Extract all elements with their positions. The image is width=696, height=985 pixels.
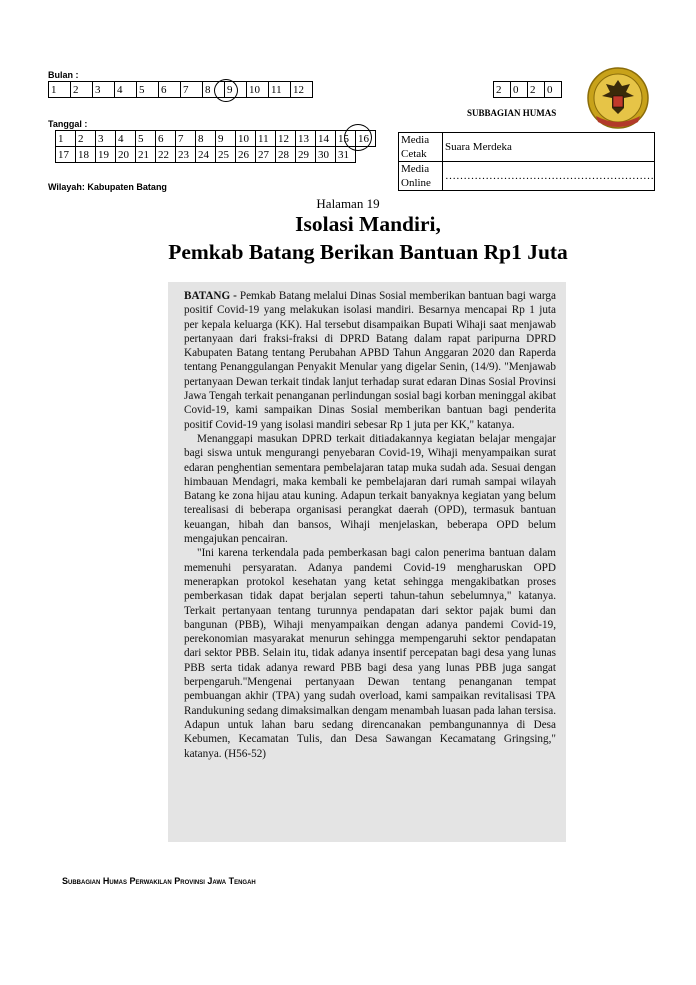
date-grid [55, 130, 376, 163]
article-dateline: BATANG - [184, 290, 237, 302]
date-cell: 12 [276, 131, 296, 147]
date-cell: 29 [296, 147, 316, 163]
date-cell: 11 [256, 131, 276, 147]
article-paragraph-3: "Ini karena terkendala pada pemberkasan bagi calon penerima bantuan dalam memenuhi persyaratan. Adanya pandemi Covid-19 mengharuskan OPD menerapkan protokol kesehatan yang ketat sehingga mengakibatkan proses pemberkasan tidak dapat berjalan seperti tahun-tahun sebelumnya," katanya. Terkait pertanyaan tentang turunnya pendapatan dari sektor pajak bumi dan bangunan (PBB), Wihaji menyampaikan dengan adanya pandemi Covid-19, perekonomian masyarakat menurun sehingga mempengaruhi sektor pendapatan dari sektor PBB. Selain itu, tidak adanya insentif percepatan bagi desa yang lunas PBB serta tidak adanya reward PBB bagi desa yang lunas PBB juga sangat berpengaruh."Mengenai pertanyaan Dewan tentang penanganan tempat pembuangan akhir (TPA) yang sudah overload, kami sampaikan revitalisasi TPA Randukuning sedang dimaksimalkan dengam menambah luasan pada lahan tersisa. Adapun untuk lahan baru sedang direncanakan pembangunannya di Desa Kebumen, Kecamatan Tulis, dan Desa Sawangan Kecamatang Gringsing," katanya. (H56-52) [184, 547, 556, 760]
page-label: Halaman 19 [316, 196, 380, 211]
year-digit-cell: 0 [511, 82, 528, 98]
date-cell: 20 [116, 147, 136, 163]
media-row-print [399, 133, 655, 162]
article-paragraph-2: Menanggapi masukan DPRD terkait ditiadakannya kegiatan belajar mengajar bagi siswa untuk mengurangi penyebaran Covid-19, Wihaji menyampaikan surat edaran penghentian sementara pembelajaran tatap muka sudah ada. Sesuai dengan himbauan Mendagri, maka kembali ke pembelajaran dari rumah sampai wilayah Batang ke zona hijau atau kuning. Adapun terkait banyaknya kegiatan yang belum terealisasi di beberapa organisasi perangkat daerah (OPD), termasuk bantuan keuangan, hibah dan bansos, Wihaji menjelaskan, beberapa OPD belum mengajukan pencairan. [184, 432, 556, 546]
date-cell: 23 [176, 147, 196, 163]
article-paragraph-1-text: Pemkab Batang melalui Dinas Sosial memberikan bantuan bagi warga positif Covid-19 yang melakukan isolasi mandiri. Besarnya mencapai Rp 1 juta per kepala keluarga (KK). Hal tersebut disampaikan Bupati Wihaji saat menjawab pertanyaan dari fraksi-fraksi di DPRD Batang dalam rapat paripurna DPRD Kabupaten Batang tentang Perubahan APBD Tahun Anggaran 2020 dan Raperda tentang Penanggulangan Penyakit Menular yang digelar Senin, (14/9). "Menjawab pertanyaan Dewan terkait tindak lanjut terhadap surat edaran Dinas Sosial Provinsi Jawa Tengah terkait penanganan perlindungan sosial bagi korban meninggal akibat Covid-19, kami sampaikan Dinas Sosial memberikan bantuan bagi penderita positif Covid-19 yang isolasi mandiri sebesar Rp 1 juta per KK," katanya. [184, 290, 556, 431]
tanggal-label: Tanggal : [48, 119, 88, 129]
date-cell: 26 [236, 147, 256, 163]
date-cell: 14 [316, 131, 336, 147]
month-cell: 10 [247, 82, 269, 98]
date-cell: 9 [216, 131, 236, 147]
date-cell: 13 [296, 131, 316, 147]
region-label: Wilayah: Kabupaten Batang [48, 182, 167, 192]
month-cell: 2 [71, 82, 93, 98]
year-digit-cell: 2 [494, 82, 511, 98]
media-online-value: ………………………………………………… [443, 162, 655, 191]
date-cell: 24 [196, 147, 216, 163]
month-cell: 8 [203, 82, 225, 98]
date-cell: 1 [56, 131, 76, 147]
date-cell: 15 [336, 131, 356, 147]
month-cell: 9 [225, 82, 247, 98]
month-selected-circle [214, 79, 238, 102]
date-cell: 18 [76, 147, 96, 163]
media-online-label: Media Online [399, 162, 443, 191]
date-cell: 10 [236, 131, 256, 147]
media-row-online [399, 162, 655, 191]
date-cell: 22 [156, 147, 176, 163]
date-selected-circle [344, 124, 372, 151]
date-cell: 27 [256, 147, 276, 163]
media-print-label: Media Cetak [399, 133, 443, 162]
date-cell: 21 [136, 147, 156, 163]
month-cell: 12 [291, 82, 313, 98]
date-cell: 8 [196, 131, 216, 147]
article-clipping [168, 282, 566, 842]
media-table [398, 132, 655, 191]
month-grid [48, 81, 313, 98]
date-cell: 7 [176, 131, 196, 147]
date-cell: 16 [356, 131, 376, 147]
date-cell: 5 [136, 131, 156, 147]
month-cell: 3 [93, 82, 115, 98]
year-digit-cell: 2 [528, 82, 545, 98]
month-cell: 4 [115, 82, 137, 98]
month-cell: 7 [181, 82, 203, 98]
date-cell: 17 [56, 147, 76, 163]
month-cell: 11 [269, 82, 291, 98]
date-cell: 2 [76, 131, 96, 147]
media-print-value: Suara Merdeka [443, 133, 655, 162]
article-paragraph-1 [184, 289, 556, 432]
headline-line1: Isolasi Mandiri, [295, 212, 441, 236]
month-cell: 1 [49, 82, 71, 98]
headline-line2: Pemkab Batang Berikan Bantuan Rp1 Juta [168, 240, 568, 264]
unit-name: SUBBAGIAN HUMAS [467, 108, 557, 118]
date-cell: 25 [216, 147, 236, 163]
bulan-label: Bulan : [48, 70, 79, 80]
date-cell: 31 [336, 147, 356, 163]
year-box [493, 81, 562, 98]
footer-text: Subbagian Humas Perwakilan Provinsi Jawa Tengah [62, 876, 256, 886]
year-digit-cell: 0 [545, 82, 562, 98]
date-cell: 6 [156, 131, 176, 147]
date-cell: 19 [96, 147, 116, 163]
date-cell: 4 [116, 131, 136, 147]
date-cell: 30 [316, 147, 336, 163]
date-cell: 3 [96, 131, 116, 147]
garuda-emblem-logo [586, 66, 650, 134]
month-cell: 6 [159, 82, 181, 98]
date-cell: 28 [276, 147, 296, 163]
month-cell: 5 [137, 82, 159, 98]
